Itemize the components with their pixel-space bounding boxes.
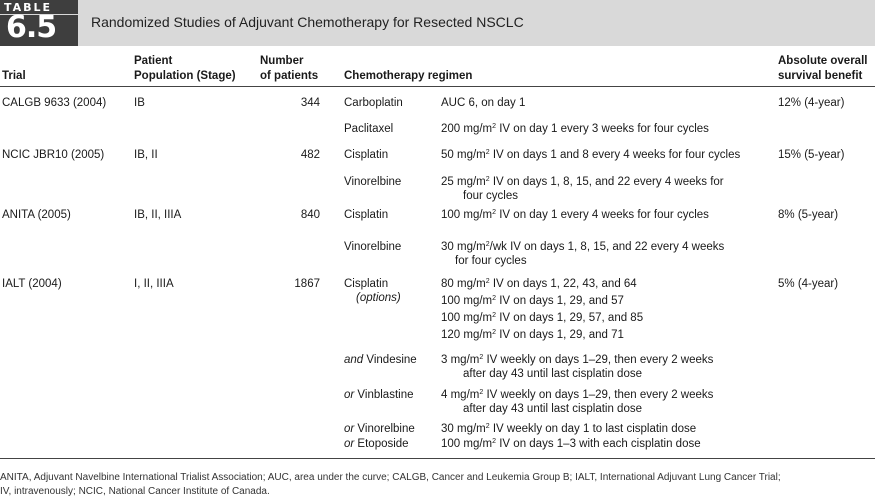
table-title: Randomized Studies of Adjuvant Chemotherapy for Resected NSCLC [91, 14, 524, 30]
drug-name: or Vinorelbine [344, 423, 415, 435]
table-badge-word: TABLE [4, 1, 53, 14]
drug-dose: 80 $mg/m^2$ IV on days 1, 22, 43, and 64 [441, 278, 637, 290]
table-badge [0, 0, 78, 46]
stage: IB, II, IIIA [134, 209, 182, 221]
drug-dose: 100 $mg/m^2$ IV on days 1, 29, 57, and 85 [441, 312, 644, 324]
survival-benefit: 12% (4-year) [778, 97, 845, 109]
drug-options-label: (options) [356, 292, 401, 304]
drug-name: Cisplatin [344, 209, 389, 221]
footer-rule [0, 458, 875, 459]
survival-benefit: 15% (5-year) [778, 149, 845, 161]
col-header-trial: Trial [2, 70, 26, 82]
stage: IB [134, 97, 145, 109]
survival-benefit: 5% (4-year) [778, 278, 839, 290]
drug-dose-continued: after day 43 until last cisplatin dose [463, 368, 642, 380]
col-header-benefit-2: survival benefit [778, 70, 863, 82]
drug-dose-continued: four cycles [463, 190, 518, 202]
drug-name: and Vindesine [344, 354, 417, 366]
stage: I, II, IIIA [134, 278, 174, 290]
trial-name: IALT (2004) [2, 278, 62, 290]
trial-name: NCIC JBR10 (2005) [2, 149, 105, 161]
footnote-line-1: ANITA, Adjuvant Navelbine International Trialist Association; AUC, area under the curve; CALGB, Cancer and Leukemia Group B; IALT, International Adjuvant Lung Cancer Trial; [0, 472, 781, 483]
col-header-number-2: of patients [260, 70, 319, 82]
drug-dose: 200 $mg/m^2$ IV on day 1 every 3 weeks for four cycles [441, 123, 709, 135]
drug-name: Carboplatin [344, 97, 403, 109]
drug-dose: 3 $mg/m^2$ IV weekly on days 1–29, then every 2 weeks [441, 354, 714, 366]
trial-name: CALGB 9633 (2004) [2, 97, 107, 109]
table-header-bar [0, 0, 875, 46]
trial-name: ANITA (2005) [2, 209, 71, 221]
drug-name: Cisplatin [344, 278, 389, 290]
drug-name: Vinorelbine [344, 176, 402, 188]
drug-name: Paclitaxel [344, 123, 394, 135]
drug-dose: 100 $mg/m^2$ IV on days 1, 29, and 57 [441, 295, 624, 307]
drug-dose: 100 $mg/m^2$ IV on day 1 every 4 weeks for four cycles [441, 209, 709, 221]
header-rule [0, 86, 875, 87]
patient-count: 840 [300, 209, 320, 221]
drug-dose-continued: for four cycles [455, 255, 527, 267]
table-badge-number: 6.5 [6, 10, 57, 45]
patient-count: 1867 [294, 278, 320, 290]
drug-dose: 30 $mg/m^2$ IV weekly on day 1 to last cisplatin dose [441, 423, 697, 435]
col-header-benefit-1: Absolute overall [778, 55, 868, 67]
survival-benefit: 8% (5-year) [778, 209, 839, 221]
col-header-population-2: Population (Stage) [134, 70, 236, 82]
footnote-line-2: IV, intravenously; NCIC, National Cancer Institute of Canada. [0, 486, 270, 497]
drug-dose: 25 $mg/m^2$ IV on days 1, 8, 15, and 22 every 4 weeks for [441, 176, 724, 188]
drug-name: or Vinblastine [344, 389, 414, 401]
drug-dose: 4 $mg/m^2$ IV weekly on days 1–29, then every 2 weeks [441, 389, 714, 401]
col-header-population-1: Patient [134, 55, 173, 67]
col-header-regimen: Chemotherapy regimen [344, 70, 473, 82]
stage: IB, II [134, 149, 158, 161]
drug-dose: 30 $mg/m^2/wk$ IV on days 1, 8, 15, and 22 every 4 weeks [441, 241, 725, 253]
patient-count: 344 [300, 97, 320, 109]
drug-dose-continued: after day 43 until last cisplatin dose [463, 403, 642, 415]
drug-dose: 120 $mg/m^2$ IV on days 1, 29, and 71 [441, 329, 624, 341]
drug-name: Cisplatin [344, 149, 389, 161]
drug-dose: 100 $mg/m^2$ IV on days 1–3 with each cisplatin dose [441, 438, 701, 450]
col-header-number-1: Number [260, 55, 304, 67]
drug-dose: AUC 6, on day 1 [441, 97, 526, 109]
drug-name: Vinorelbine [344, 241, 402, 253]
drug-name: or Etoposide [344, 438, 409, 450]
drug-dose: 50 $mg/m^2$ IV on days 1 and 8 every 4 weeks for four cycles [441, 149, 741, 161]
patient-count: 482 [300, 149, 320, 161]
